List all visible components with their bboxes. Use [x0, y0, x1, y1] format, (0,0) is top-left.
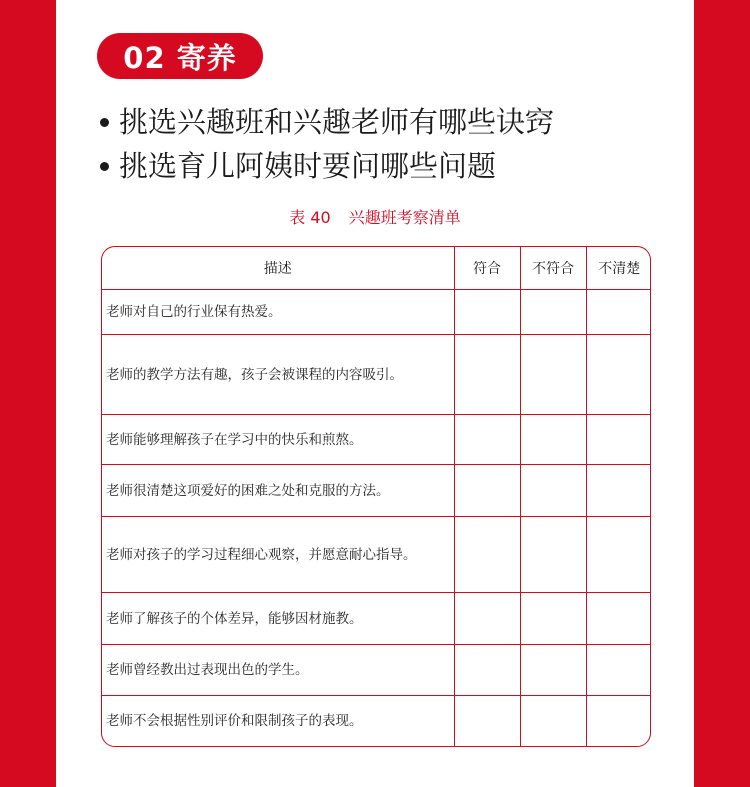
table-row — [102, 335, 651, 415]
check-cell-unclear[interactable] — [586, 593, 651, 645]
table-row — [102, 290, 651, 335]
bullet-item — [100, 144, 554, 188]
table-row — [102, 517, 651, 593]
check-cell-not-match[interactable] — [520, 645, 586, 696]
check-cell-match[interactable] — [454, 465, 520, 517]
header-not-match: 不符合 — [520, 247, 586, 290]
check-cell-not-match[interactable] — [520, 696, 586, 747]
row-description: 老师对孩子的学习过程细心观察，并愿意耐心指导。 — [102, 517, 454, 593]
bullet-text: 挑选兴趣班和兴趣老师有哪些诀窍 — [119, 105, 555, 139]
check-cell-unclear[interactable] — [586, 290, 651, 335]
checklist-table-frame — [101, 246, 651, 747]
table-header-row — [102, 247, 651, 290]
table-caption-title: 兴趣班考察清单 — [348, 208, 461, 227]
bullet-dot-icon — [100, 162, 109, 171]
check-cell-not-match[interactable] — [520, 290, 586, 335]
table-row — [102, 593, 651, 645]
check-cell-unclear[interactable] — [586, 645, 651, 696]
bullet-text: 挑选育儿阿姨时要问哪些问题 — [119, 149, 497, 183]
table-row — [102, 465, 651, 517]
header-unclear: 不清楚 — [586, 247, 651, 290]
check-cell-unclear[interactable] — [586, 517, 651, 593]
check-cell-match[interactable] — [454, 290, 520, 335]
row-description: 老师了解孩子的个体差异，能够因材施教。 — [102, 593, 454, 645]
check-cell-unclear[interactable] — [586, 696, 651, 747]
check-cell-match[interactable] — [454, 517, 520, 593]
header-match: 符合 — [454, 247, 520, 290]
check-cell-match[interactable] — [454, 696, 520, 747]
table-caption-number: 表 40 — [289, 208, 331, 227]
row-description: 老师很清楚这项爱好的困难之处和克服的方法。 — [102, 465, 454, 517]
check-cell-match[interactable] — [454, 335, 520, 415]
check-cell-match[interactable] — [454, 645, 520, 696]
section-badge: 02 寄养 — [97, 33, 263, 79]
check-cell-match[interactable] — [454, 593, 520, 645]
check-cell-match[interactable] — [454, 415, 520, 465]
check-cell-not-match[interactable] — [520, 593, 586, 645]
check-cell-unclear[interactable] — [586, 465, 651, 517]
row-description: 老师曾经教出过表现出色的学生。 — [102, 645, 454, 696]
check-cell-not-match[interactable] — [520, 517, 586, 593]
table-row — [102, 696, 651, 747]
row-description: 老师对自己的行业保有热爱。 — [102, 290, 454, 335]
check-cell-not-match[interactable] — [520, 335, 586, 415]
check-cell-unclear[interactable] — [586, 415, 651, 465]
bullet-dot-icon — [100, 118, 109, 127]
table-caption — [0, 205, 750, 228]
row-description: 老师能够理解孩子在学习中的快乐和煎熬。 — [102, 415, 454, 465]
bullet-item — [100, 100, 554, 144]
bullet-list — [100, 100, 554, 188]
table-row — [102, 415, 651, 465]
row-description: 老师的教学方法有趣，孩子会被课程的内容吸引。 — [102, 335, 454, 415]
checklist-table — [102, 247, 651, 747]
check-cell-not-match[interactable] — [520, 415, 586, 465]
check-cell-not-match[interactable] — [520, 465, 586, 517]
table-row — [102, 645, 651, 696]
right-red-border — [694, 0, 750, 787]
row-description: 老师不会根据性别评价和限制孩子的表现。 — [102, 696, 454, 747]
left-red-border — [0, 0, 56, 787]
check-cell-unclear[interactable] — [586, 335, 651, 415]
header-description: 描述 — [102, 247, 454, 290]
